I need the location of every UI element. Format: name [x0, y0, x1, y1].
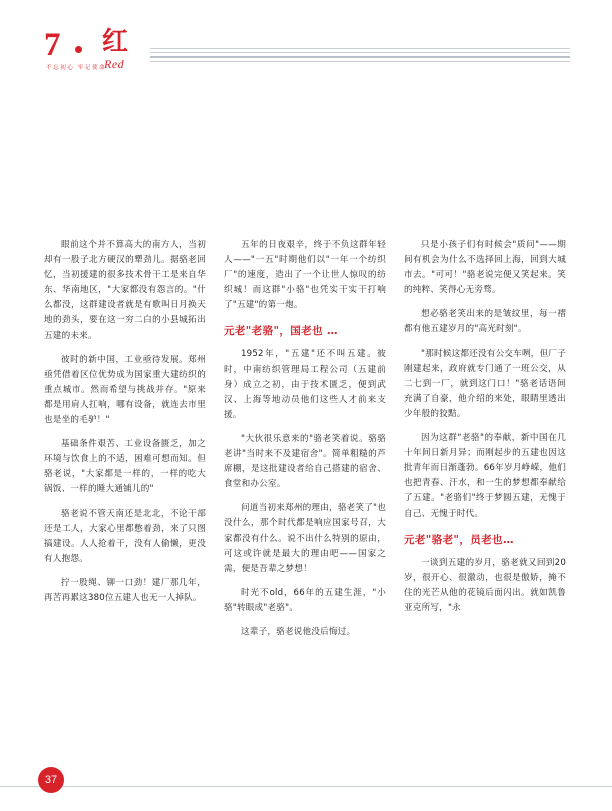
column-1 [44, 238, 206, 649]
page-number: 37 [38, 767, 64, 793]
header-rule-2 [150, 52, 570, 53]
header-rule-3 [150, 56, 570, 58]
logo-number: 7 [44, 27, 60, 63]
paragraph: 眼前这个并不算高大的南方人，当初却有一股子北方硬汉的犟劲儿。据骆老回忆，当初援建的很多技术骨干工是来自华东、华南地区，"大家都没有怨言的。"什么都没，这群建设者就是有歌叫日月换天地的劲头，要在这一穷二白的小县城拓出五建的未来。 [44, 240, 206, 341]
paragraph: "那时候这都还没有公交车咧，但厂子刚建起来，政府就专门通了一班公交，从二七到一厂，就到这门口！"骆老话语间充满了自豪，他介绍的来处，眼睛里透出少年般的狡黠。 [404, 348, 566, 419]
column-3 [404, 238, 566, 649]
section-heading: 元老"骆老"，员老也… [404, 533, 514, 546]
logo-english-name: Red [104, 57, 125, 71]
column-2 [224, 238, 386, 649]
logo [44, 27, 129, 71]
paragraph: 1952年，"五建"还不叫五建。彼时，中南纺织管理局工程公司（五建前身）成立之初，由于技术匮乏，便到武汉、上海等地动员他们这些人才前来支援。 [224, 349, 386, 420]
paragraph: 骆老说不管天南还是北北，不论干部还是工人，大家心里都憋着劲，来了只图搞建设。人人抢着干，没有人偷懒，更没有人抱怨。 [44, 508, 206, 564]
paragraph: 想必骆老笑出来的是皱纹里，每一褶都有他五建岁月的"高光时刻"。 [404, 309, 566, 335]
footer-rule [0, 786, 612, 787]
paragraph: 基础条件艰苦、工业设备匮乏，加之环境与饮食上的不适，困难可想而知。但骆老说，"大家都是一样的，一样的吃大锅饭、一样的睡大通铺儿的" [44, 439, 206, 495]
paragraph: "大伙很乐意来的"骆老笑着说。骆骆老讲"当时来不及建宿舍"。简单粗糙的芦席棚，是这批建设者给自己搭建的宿舍、食堂和办公室。 [224, 433, 386, 490]
logo-dot-icon [75, 46, 82, 53]
paragraph: 问道当初来郑州的理由，骆老笑了"也没什么，那个时代都是响应国家号召，大家都没有什么。说不出什么特别的原由，可这或许就是最大的理由吧——国家之需，便是吾辈之梦想！ [224, 503, 386, 574]
logo-chinese-name: 红 [102, 27, 129, 57]
header-rules [150, 48, 570, 65]
logo-tagline: 不忘初心 牢记使命 [46, 65, 107, 71]
paragraph: 只是小孩子们有时候会"质问"——期间有机会为什么不选择回上海，回到大城市去。"可可！"骆老说完便又笑起来。笑的纯粹、笑得心无旁骛。 [404, 240, 566, 296]
paragraph: 时光不old，66年的五建生涯，"小骆"转眼成"老骆"。 [224, 587, 386, 613]
paragraph: 一谈到五建的岁月，骆老就又回到20岁，很开心、很激动，也很是傲娇，掩不住的光芒从他的花镜后面闪出。就如凯鲁亚克所写，"永 [404, 557, 566, 613]
paragraph: 彼时的新中国，工业亟待发展。郑州亟凭借着区位优势成为国家重大建纺织的重点城市。然而希望与挑战并存。"原来都是用肩人扛响，哪有设备，就连去市里也是坐的毛驴！" [44, 354, 206, 426]
paragraph: 拧一股绳、铆一口劲！建厂那几年，再苦再累这380位五建人也无一人掉队。 [44, 577, 206, 603]
header-rule-4 [150, 61, 570, 62]
paragraph: 因为这群"老骆"的奉献，新中国在几十年间日新月异；而刚起步的五建也因这批青年而日渐蓬勃。66年岁月峥嵘，他们也把青春、汗水，和一生的梦想都奉献给了五建。"老骆们"终于梦圆五建，无愧于自己、无愧于时代。 [404, 433, 566, 519]
article-columns [44, 238, 568, 649]
paragraph: 五年的日夜艰辛，终于不负这群年轻人——"一五"时期他们以"一年一个纺织厂"的速度，造出了一个让世人惊叹的纺织城！而这群"小骆"也凭实干实干打响了"五建"的第一炮。 [224, 240, 386, 311]
paragraph: 这辈子，骆老说他没后悔过。 [241, 626, 356, 637]
section-heading: 元老"老骆"，国老也 … [224, 325, 338, 338]
header-rule-1 [150, 48, 570, 49]
